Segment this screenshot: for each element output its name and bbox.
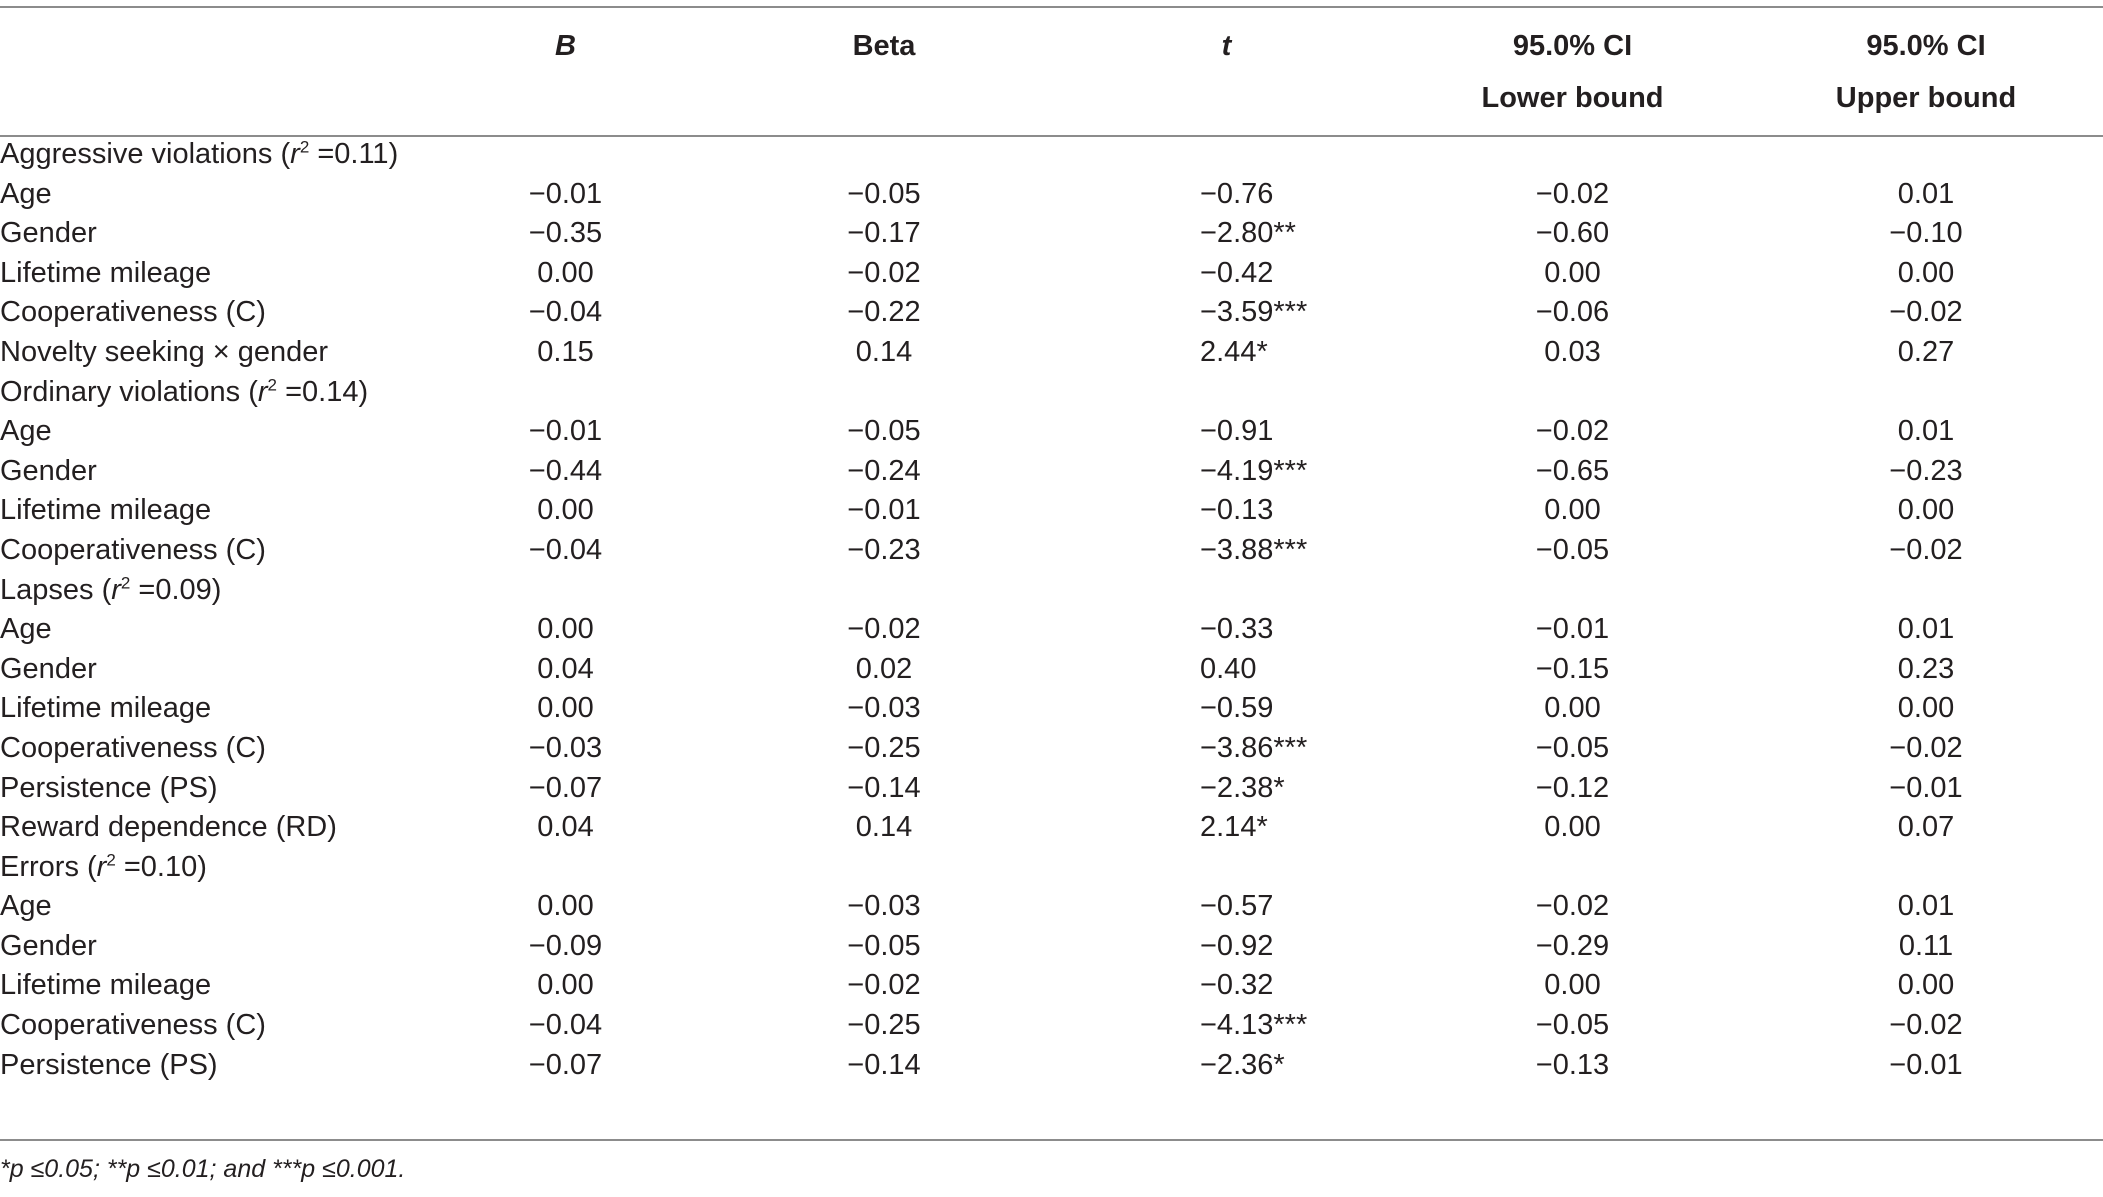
cell-b: −0.01	[528, 177, 603, 210]
table-row	[0, 293, 2103, 333]
cell-beta: −0.25	[847, 1009, 921, 1042]
cell-ci-lower: −0.15	[1535, 652, 1610, 685]
cell-beta: −0.01	[847, 494, 921, 527]
table-row	[0, 927, 2103, 967]
cell-ci-lower: −0.29	[1535, 929, 1610, 962]
table-row	[0, 254, 2103, 294]
cell-t: −3.88***	[1200, 533, 1308, 566]
cell-b: −0.07	[528, 771, 603, 804]
cell-ci-upper: −0.01	[1889, 1048, 1963, 1081]
cell-ci-upper: 0.00	[1897, 969, 1955, 1002]
cell-ci-upper: 0.27	[1897, 335, 1955, 368]
cell-beta: −0.23	[847, 533, 921, 566]
table-row	[0, 531, 2103, 571]
section-row	[0, 373, 2103, 413]
table-row	[0, 808, 2103, 848]
table-row	[0, 214, 2103, 254]
header-label-column	[0, 8, 420, 135]
cell-beta: −0.03	[847, 890, 921, 923]
cell-t: 2.14*	[1200, 811, 1268, 844]
header-beta	[711, 8, 1057, 135]
cell-ci-upper: 0.01	[1897, 890, 1955, 923]
cell-ci-upper: −0.01	[1889, 771, 1963, 804]
section-title-prefix: Errors (	[0, 850, 97, 883]
cell-beta: −0.02	[847, 969, 921, 1002]
cell-ci-upper: 0.00	[1897, 692, 1955, 725]
cell-t: −0.13	[1200, 494, 1274, 527]
row-label: Gender	[0, 929, 97, 962]
cell-t: −3.59***	[1200, 296, 1308, 329]
row-label: Reward dependence (RD)	[0, 811, 337, 844]
cell-beta: −0.14	[847, 1048, 921, 1081]
cell-ci-upper: −0.02	[1889, 1009, 1963, 1042]
cell-ci-lower: 0.00	[1544, 692, 1601, 725]
cell-b: −0.03	[528, 731, 603, 764]
table-row	[0, 887, 2103, 927]
cell-ci-upper: −0.10	[1889, 217, 1963, 250]
cell-ci-upper: −0.02	[1889, 533, 1963, 566]
header-b-line2	[420, 72, 711, 124]
header-b	[420, 8, 711, 135]
r-squared-exponent: 2	[106, 850, 116, 870]
cell-beta: −0.25	[847, 731, 921, 764]
table-row	[0, 729, 2103, 769]
cell-ci-upper: −0.02	[1889, 731, 1963, 764]
cell-t: −0.91	[1200, 415, 1274, 448]
cell-t: −4.19***	[1200, 454, 1308, 487]
cell-ci-lower: −0.02	[1535, 177, 1610, 210]
cell-ci-lower: 0.03	[1544, 335, 1601, 368]
cell-b: −0.07	[528, 1048, 603, 1081]
row-label: Cooperativeness (C)	[0, 1009, 266, 1042]
cell-b: 0.04	[537, 811, 594, 844]
table-header	[0, 8, 2103, 135]
table-row	[0, 769, 2103, 809]
section-title	[0, 135, 2103, 175]
section-title-suffix: =0.10)	[115, 850, 207, 883]
cell-b: −0.01	[528, 415, 603, 448]
cell-beta: −0.02	[847, 613, 921, 646]
cell-ci-upper: 0.00	[1897, 494, 1955, 527]
section-title-prefix: Aggressive violations (	[0, 138, 291, 170]
cell-b: 0.00	[537, 256, 594, 289]
cell-b: 0.00	[537, 494, 594, 527]
header-t	[1057, 8, 1396, 135]
header-b-line1: B	[555, 29, 576, 62]
cell-b: 0.00	[537, 969, 594, 1002]
cell-b: 0.00	[537, 692, 594, 725]
section-row	[0, 571, 2103, 611]
cell-ci-lower: −0.02	[1535, 890, 1610, 923]
cell-b: −0.04	[528, 533, 603, 566]
cell-ci-upper: −0.23	[1889, 454, 1963, 487]
row-label: Gender	[0, 652, 97, 685]
cell-ci-upper: 0.11	[1898, 929, 1954, 962]
cell-beta: 0.14	[855, 811, 913, 844]
cell-t: −0.33	[1200, 613, 1274, 646]
table-bottom-rule	[0, 1139, 2103, 1141]
header-ci-lower-line2: Lower bound	[1481, 81, 1664, 114]
table-row	[0, 1046, 2103, 1086]
significance-footnote: *p ≤0.05; **p ≤0.01; and ***p ≤0.001.	[0, 1155, 406, 1183]
table-row	[0, 966, 2103, 1006]
section-title-prefix: Ordinary violations (	[0, 375, 258, 408]
section-title	[0, 373, 2103, 413]
table-row	[0, 412, 2103, 452]
cell-b: 0.15	[537, 335, 594, 368]
cell-ci-lower: −0.05	[1535, 1009, 1610, 1042]
cell-ci-lower: −0.05	[1535, 731, 1610, 764]
header-ci-lower-line1: 95.0% CI	[1512, 29, 1633, 62]
r-squared-symbol: r	[257, 375, 268, 408]
row-label: Cooperativeness (C)	[0, 533, 266, 566]
row-label: Age	[0, 890, 52, 923]
cell-t: −0.57	[1200, 890, 1274, 923]
cell-beta: −0.05	[847, 415, 921, 448]
cell-t: −0.76	[1200, 177, 1274, 210]
cell-ci-upper: −0.02	[1889, 296, 1963, 329]
section-row	[0, 135, 2103, 175]
table-row	[0, 689, 2103, 729]
cell-ci-lower: 0.00	[1544, 811, 1601, 844]
row-label: Cooperativeness (C)	[0, 731, 266, 764]
cell-t: 0.40	[1200, 652, 1257, 685]
cell-ci-lower: −0.06	[1535, 296, 1610, 329]
cell-t: −4.13***	[1200, 1009, 1308, 1042]
cell-b: 0.00	[537, 890, 594, 923]
cell-ci-lower: 0.00	[1544, 256, 1601, 289]
r-squared-exponent: 2	[120, 572, 131, 592]
cell-beta: −0.02	[847, 256, 921, 289]
row-label: Lifetime mileage	[0, 969, 212, 1002]
cell-ci-upper: 0.07	[1897, 811, 1955, 844]
section-title-suffix: =0.09)	[130, 573, 222, 606]
cell-ci-lower: −0.12	[1535, 771, 1610, 804]
row-label: Lifetime mileage	[0, 494, 212, 527]
cell-beta: 0.14	[855, 335, 913, 368]
table-row	[0, 610, 2103, 650]
cell-b: −0.04	[528, 1009, 603, 1042]
row-label: Persistence (PS)	[0, 771, 218, 804]
cell-ci-lower: −0.01	[1535, 613, 1610, 646]
section-title-prefix: Lapses (	[0, 573, 112, 606]
header-ci-lower	[1396, 8, 1749, 135]
cell-ci-lower: −0.65	[1535, 454, 1610, 487]
section-title	[0, 571, 2103, 611]
table-row	[0, 1006, 2103, 1046]
cell-beta: −0.24	[847, 454, 921, 487]
row-label: Gender	[0, 217, 97, 250]
cell-beta: −0.05	[847, 177, 921, 210]
header-row	[0, 8, 2103, 135]
r-squared-exponent: 2	[299, 137, 310, 157]
cell-t: −2.38*	[1200, 771, 1285, 804]
section-title-suffix: =0.14)	[277, 375, 369, 408]
cell-ci-lower: −0.05	[1535, 533, 1610, 566]
cell-ci-upper: 0.01	[1897, 177, 1955, 210]
cell-b: −0.04	[528, 296, 603, 329]
cell-ci-upper: 0.01	[1897, 613, 1955, 646]
header-t-line2	[1057, 72, 1396, 124]
cell-ci-lower: −0.13	[1535, 1048, 1610, 1081]
cell-ci-upper: 0.01	[1897, 415, 1955, 448]
table-row	[0, 452, 2103, 492]
cell-ci-lower: 0.00	[1544, 969, 1601, 1002]
table-row	[0, 333, 2103, 373]
header-t-line1: t	[1221, 29, 1232, 62]
cell-beta: 0.02	[855, 652, 913, 685]
row-label: Lifetime mileage	[0, 692, 212, 725]
header-ci-upper-line2: Upper bound	[1835, 81, 2017, 114]
r-squared-symbol: r	[96, 850, 107, 883]
header-ci-upper	[1749, 8, 2103, 135]
row-label: Gender	[0, 454, 97, 487]
header-beta-line2	[711, 72, 1057, 124]
row-label: Lifetime mileage	[0, 256, 212, 289]
cell-beta: −0.05	[847, 929, 921, 962]
r-squared-symbol: r	[290, 138, 300, 170]
header-ci-upper-line1: 95.0% CI	[1866, 29, 1986, 62]
section-title-suffix: =0.11)	[309, 138, 399, 170]
cell-t: −0.59	[1200, 692, 1274, 725]
table-body	[0, 135, 2103, 1085]
table-row	[0, 650, 2103, 690]
row-label: Age	[0, 613, 52, 646]
cell-beta: −0.22	[847, 296, 921, 329]
r-squared-exponent: 2	[267, 374, 278, 394]
regression-table	[0, 8, 2103, 1085]
cell-ci-upper: 0.00	[1897, 256, 1955, 289]
row-label: Age	[0, 415, 52, 448]
cell-t: −0.32	[1200, 969, 1274, 1002]
cell-beta: −0.14	[847, 771, 921, 804]
cell-t: −2.80**	[1200, 217, 1296, 250]
section-title	[0, 848, 2103, 888]
cell-ci-upper: 0.23	[1897, 652, 1955, 685]
cell-beta: −0.03	[847, 692, 921, 725]
cell-b: −0.44	[528, 454, 603, 487]
cell-b: −0.09	[528, 929, 603, 962]
cell-b: −0.35	[528, 217, 603, 250]
cell-b: 0.04	[537, 652, 594, 685]
r-squared-symbol: r	[111, 573, 121, 606]
header-beta-line1: Beta	[852, 29, 916, 62]
cell-t: −3.86***	[1200, 731, 1308, 764]
cell-ci-lower: −0.02	[1535, 415, 1610, 448]
cell-t: 2.44*	[1200, 335, 1268, 368]
row-label: Persistence (PS)	[0, 1048, 218, 1081]
cell-ci-lower: 0.00	[1544, 494, 1601, 527]
cell-b: 0.00	[537, 613, 594, 646]
table-row	[0, 175, 2103, 215]
row-label: Cooperativeness (C)	[0, 296, 266, 329]
cell-ci-lower: −0.60	[1535, 217, 1610, 250]
section-row	[0, 848, 2103, 888]
cell-t: −0.92	[1200, 929, 1274, 962]
row-label: Age	[0, 177, 52, 210]
cell-beta: −0.17	[847, 217, 921, 250]
cell-t: −0.42	[1200, 256, 1274, 289]
cell-t: −2.36*	[1200, 1048, 1285, 1081]
row-label: Novelty seeking × gender	[0, 335, 329, 368]
table-row	[0, 491, 2103, 531]
